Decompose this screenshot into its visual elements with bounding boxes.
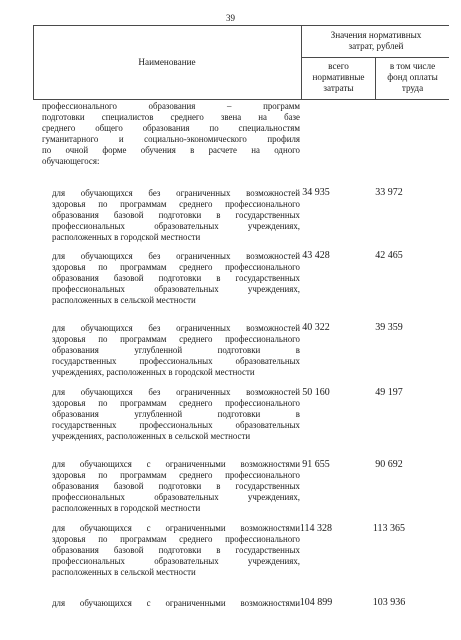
row-line: здоровья по программам среднего профессионального	[52, 470, 300, 480]
row-line: образования базовой подготовки в государственных	[52, 210, 300, 220]
row-line: профессиональных образовательных учреждениях,	[52, 221, 300, 231]
row-wage: 113 365	[372, 523, 406, 534]
header-name: Наименование	[138, 57, 196, 67]
row-description	[52, 323, 300, 378]
row-total: 34 935	[302, 187, 330, 198]
row-description	[52, 251, 300, 306]
row-wage: 33 972	[375, 187, 403, 198]
row-total: 50 160	[302, 387, 330, 398]
header-subrow-divider	[301, 57, 449, 58]
row-line: учреждениях, расположенных в сельской местности	[52, 431, 251, 441]
row-line: здоровья по программам среднего профессионального	[52, 334, 300, 344]
row-line: учреждениях, расположенных в городской местности	[52, 367, 255, 377]
intro-line: обучающегося:	[42, 156, 100, 166]
row-line: государственных профессиональных образовательных	[52, 356, 300, 366]
intro-line: подготовки специалистов среднего звена на базе	[42, 112, 300, 122]
row-line: расположенных в сельской местности	[52, 295, 196, 305]
header-wage-line: фонд оплаты	[387, 72, 438, 82]
row-line: профессиональных образовательных учреждениях,	[52, 556, 300, 566]
row-line: образования углубленной подготовки в	[52, 409, 300, 419]
header-wage-line: труда	[401, 83, 424, 93]
row-description	[52, 598, 300, 609]
header-values-line: затрат, рублей	[348, 41, 404, 51]
row-description	[52, 459, 300, 514]
row-wage: 42 465	[375, 250, 403, 261]
row-line: здоровья по программам среднего профессионального	[52, 534, 300, 544]
row-line: здоровья по программам среднего профессионального	[52, 398, 300, 408]
header-values	[303, 30, 449, 52]
row-line: расположенных в городской местности	[52, 503, 201, 513]
row-line: образования углубленной подготовки в	[52, 345, 300, 355]
header-wage	[376, 61, 449, 94]
intro-text	[42, 101, 300, 167]
row-total: 104 899	[299, 597, 333, 608]
row-total: 40 322	[302, 322, 330, 333]
row-description	[52, 523, 300, 578]
header-top-border	[33, 25, 449, 26]
row-line: образования базовой подготовки в государственных	[52, 545, 300, 555]
row-total: 114 328	[299, 523, 333, 534]
row-total: 43 428	[302, 250, 330, 261]
intro-line: среднего общего образования по специальностям	[42, 123, 300, 133]
row-line: расположенных в городской местности	[52, 232, 201, 242]
row-line: расположенных в сельской местности	[52, 567, 196, 577]
header-total-line: всего	[328, 61, 349, 71]
header-bottom-border	[33, 99, 449, 100]
header-wage-line: в том числе	[389, 61, 436, 71]
row-description	[52, 387, 300, 442]
row-line: образования базовой подготовки в государственных	[52, 481, 300, 491]
intro-line: по очной форме обучения в расчете на одного	[42, 145, 300, 155]
row-line: для обучающихся с ограниченными возможностями	[52, 598, 300, 608]
row-wage: 90 692	[375, 459, 403, 470]
page-number: 39	[226, 13, 235, 23]
row-description	[52, 188, 300, 243]
row-line: профессиональных образовательных учреждениях,	[52, 284, 300, 294]
row-line: для обучающихся без ограниченных возможностей	[52, 387, 300, 397]
row-total: 91 655	[302, 459, 330, 470]
row-line: образования базовой подготовки в государственных	[52, 273, 300, 283]
row-line: для обучающихся без ограниченных возможностей	[52, 251, 300, 261]
header-total-line: затраты	[323, 83, 354, 93]
row-wage: 103 936	[372, 597, 406, 608]
row-line: для обучающихся без ограниченных возможностей	[52, 323, 300, 333]
table-header	[33, 25, 449, 100]
row-line: государственных профессиональных образовательных	[52, 420, 300, 430]
intro-line: гуманитарного и социально-экономического профиля	[42, 134, 300, 144]
header-total-line: нормативные	[312, 72, 365, 82]
intro-line: профессионального образования – программ	[42, 101, 300, 111]
row-wage: 49 197	[375, 387, 403, 398]
row-line: здоровья по программам среднего профессионального	[52, 199, 300, 209]
row-line: здоровья по программам среднего профессионального	[52, 262, 300, 272]
row-line: профессиональных образовательных учреждениях,	[52, 492, 300, 502]
row-line: для обучающихся с ограниченными возможностями	[52, 523, 300, 533]
header-values-line: Значения нормативных	[330, 30, 422, 40]
header-total	[302, 61, 375, 94]
row-line: для обучающихся с ограниченными возможностями	[52, 459, 300, 469]
row-line: для обучающихся без ограниченных возможностей	[52, 188, 300, 198]
row-wage: 39 359	[375, 322, 403, 333]
